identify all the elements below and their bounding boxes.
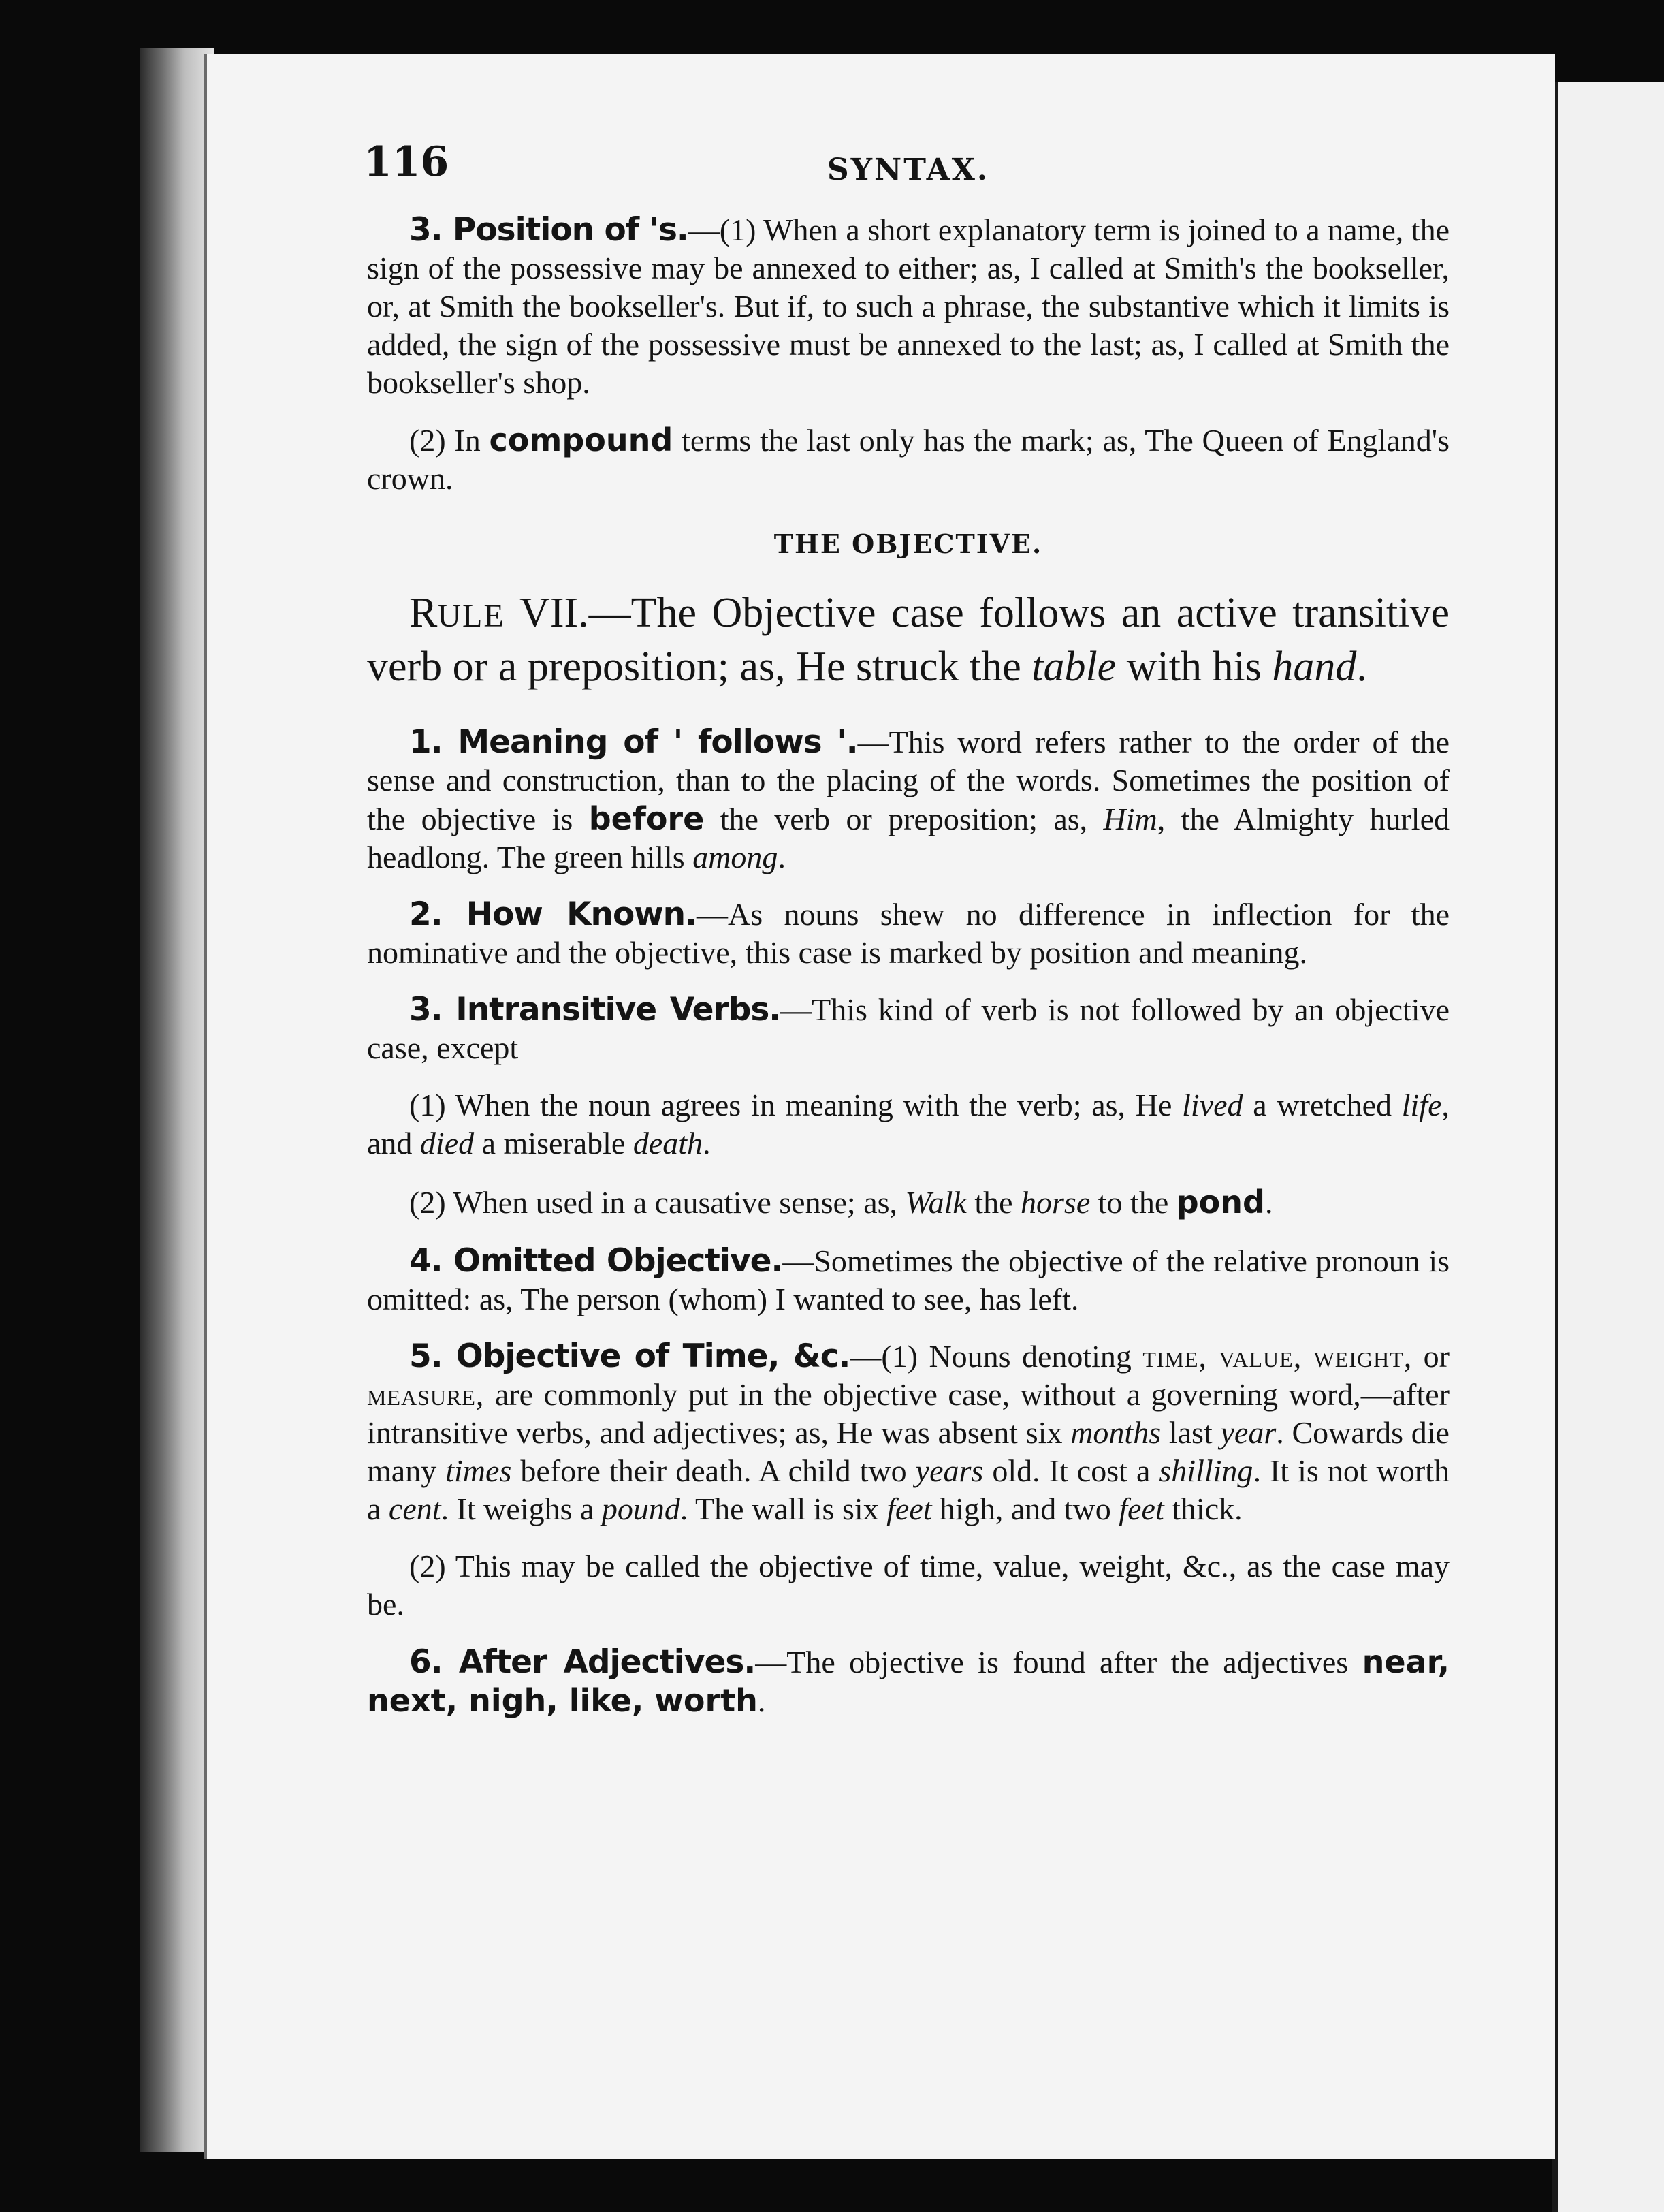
adjacent-page-edge: [1552, 82, 1664, 2212]
rule-vii: [367, 588, 1450, 692]
text: a wretched: [1243, 1088, 1402, 1122]
text: are commonly put in the objective case, without a governing word,—after intransitive verbs, and adjectives; as, He was absent six: [367, 1377, 1450, 1450]
item-objective-of-time: [367, 1338, 1450, 1528]
italic-word: horse: [1021, 1185, 1091, 1220]
page-header: [364, 138, 1450, 198]
heading-after-adjectives: 6. After Adjectives.: [409, 1643, 756, 1681]
page-content: [364, 138, 1450, 1739]
item-intransitive-verbs: [367, 991, 1450, 1067]
text: a miserable: [474, 1126, 633, 1160]
text: the: [966, 1185, 1021, 1220]
running-head: SYNTAX.: [827, 153, 990, 187]
text: thick.: [1164, 1491, 1243, 1526]
item-after-adjectives: [367, 1643, 1450, 1720]
paragraph-position-of-s: [367, 211, 1450, 402]
text: . The wall is six: [679, 1491, 887, 1526]
bold-term: before: [588, 800, 705, 837]
italic-word: year: [1220, 1415, 1277, 1450]
bold-terms: near, next, nigh, like, worth: [367, 1643, 1450, 1719]
text: —This kind of verb is not followed by an objective case, except: [367, 992, 1450, 1065]
italic-word: shilling: [1159, 1453, 1253, 1488]
text: before their death. A child two: [511, 1453, 916, 1488]
text: the verb or preposition; as,: [704, 802, 1104, 836]
text: .: [757, 1684, 766, 1718]
italic-word: cent: [388, 1491, 441, 1526]
text: (2) This may be called the objective of time, value, weight, &c., as the case may be.: [367, 1549, 1450, 1622]
italic-word: table: [1031, 644, 1117, 690]
text: or: [1412, 1339, 1450, 1374]
italic-word: life: [1401, 1088, 1442, 1122]
text: . Cowards die many: [367, 1415, 1450, 1488]
paragraph-compound-terms: [367, 421, 1450, 498]
italic-word: months: [1070, 1415, 1162, 1450]
text: high, and two: [931, 1491, 1119, 1526]
item-how-known: [367, 896, 1450, 972]
bold-term: pond: [1176, 1184, 1265, 1220]
italic-word: death: [633, 1126, 703, 1160]
text: —Sometimes the objective of the relative pronoun is omitted: as, The person (whom) I wanted to see, has left.: [367, 1244, 1450, 1316]
italic-word: feet: [886, 1491, 932, 1526]
item-objective-of-time-2: [367, 1547, 1450, 1624]
heading-position-of-s: 3. Position of 's.: [409, 211, 688, 249]
item-omitted-objective: [367, 1242, 1450, 1318]
text: (1) When the noun agrees in meaning with the verb; as, He: [409, 1088, 1183, 1122]
text: (2) When used in a causative sense; as,: [409, 1185, 906, 1220]
section-title: THE OBJECTIVE.: [773, 528, 1043, 559]
text: , and: [367, 1088, 1450, 1160]
left-page-edge: [140, 48, 214, 2152]
rule-label-initial: R: [409, 590, 438, 636]
italic-word: hand: [1272, 644, 1357, 690]
italic-word: feet: [1119, 1491, 1164, 1526]
rule-label-rest: ULE: [437, 598, 505, 634]
text: —This word refers rather to the order of the sense and construction, than to the placing of the words. Sometimes the position of the objective is: [367, 725, 1450, 836]
text: —(1) When a short explanatory term is joined to a name, the sign of the possessive may be annexed to either; as, I called at Smith's the bookseller, or, at Smith the bookseller's. But if, to such a phrase, the substantive which it limits is added, the sign of the possessive must be annexed to the last; as, I called at Smith the bookseller's shop.: [367, 212, 1450, 400]
heading-how-known: 2. How Known.: [409, 896, 697, 933]
text: .: [1356, 644, 1367, 690]
heading-intransitive-verbs: 3. Intransitive Verbs.: [409, 991, 781, 1028]
heading-omitted-objective: 4. Omitted Objective.: [409, 1242, 783, 1280]
text: —As nouns shew no difference in inflection for the nominative and the objective, this case is marked by position and meaning.: [367, 897, 1450, 970]
italic-word: Him: [1103, 802, 1157, 836]
text: with his: [1116, 644, 1273, 690]
text: —The objective is found after the adjectives: [755, 1645, 1362, 1679]
page-number: 116: [364, 138, 449, 186]
text: —(1) Nouns denoting: [850, 1339, 1143, 1374]
italic-word: among: [692, 840, 778, 874]
text: to the: [1090, 1185, 1177, 1220]
text: (2) In: [409, 423, 490, 458]
heading-objective-of-time: 5. Objective of Time, &c.: [409, 1338, 850, 1375]
text: —The Objective case follows an active transitive verb or a preposition; as, He struck the: [367, 590, 1450, 690]
subitem-1: [367, 1086, 1450, 1163]
subitem-2: [367, 1183, 1450, 1222]
rule-number: VII.: [505, 590, 589, 636]
italic-word: years: [915, 1453, 984, 1488]
bold-term: compound: [489, 422, 673, 458]
text: old. It cost a: [983, 1453, 1159, 1488]
item-meaning-of-follows: [367, 723, 1450, 876]
italic-word: pound: [601, 1491, 680, 1526]
text: . It is not worth a: [367, 1453, 1450, 1526]
italic-word: Walk: [905, 1185, 967, 1220]
small-caps-terms: time, value, weight,: [1142, 1339, 1413, 1374]
text: last: [1161, 1415, 1221, 1450]
italic-word: lived: [1182, 1088, 1243, 1122]
small-caps-terms: measure,: [367, 1377, 485, 1412]
text: , the Almighty hurled headlong. The green hills: [367, 802, 1450, 874]
text: .: [1264, 1185, 1273, 1220]
text: .: [703, 1126, 711, 1160]
heading-meaning-of-follows: 1. Meaning of ' follows '.: [409, 723, 858, 761]
italic-word: died: [419, 1126, 475, 1160]
text: .: [778, 840, 786, 874]
text: . It weighs a: [441, 1491, 602, 1526]
italic-word: times: [445, 1453, 512, 1488]
text: terms the last only has the mark; as, The Queen of England's crown.: [367, 423, 1450, 496]
book-page: [204, 54, 1555, 2159]
